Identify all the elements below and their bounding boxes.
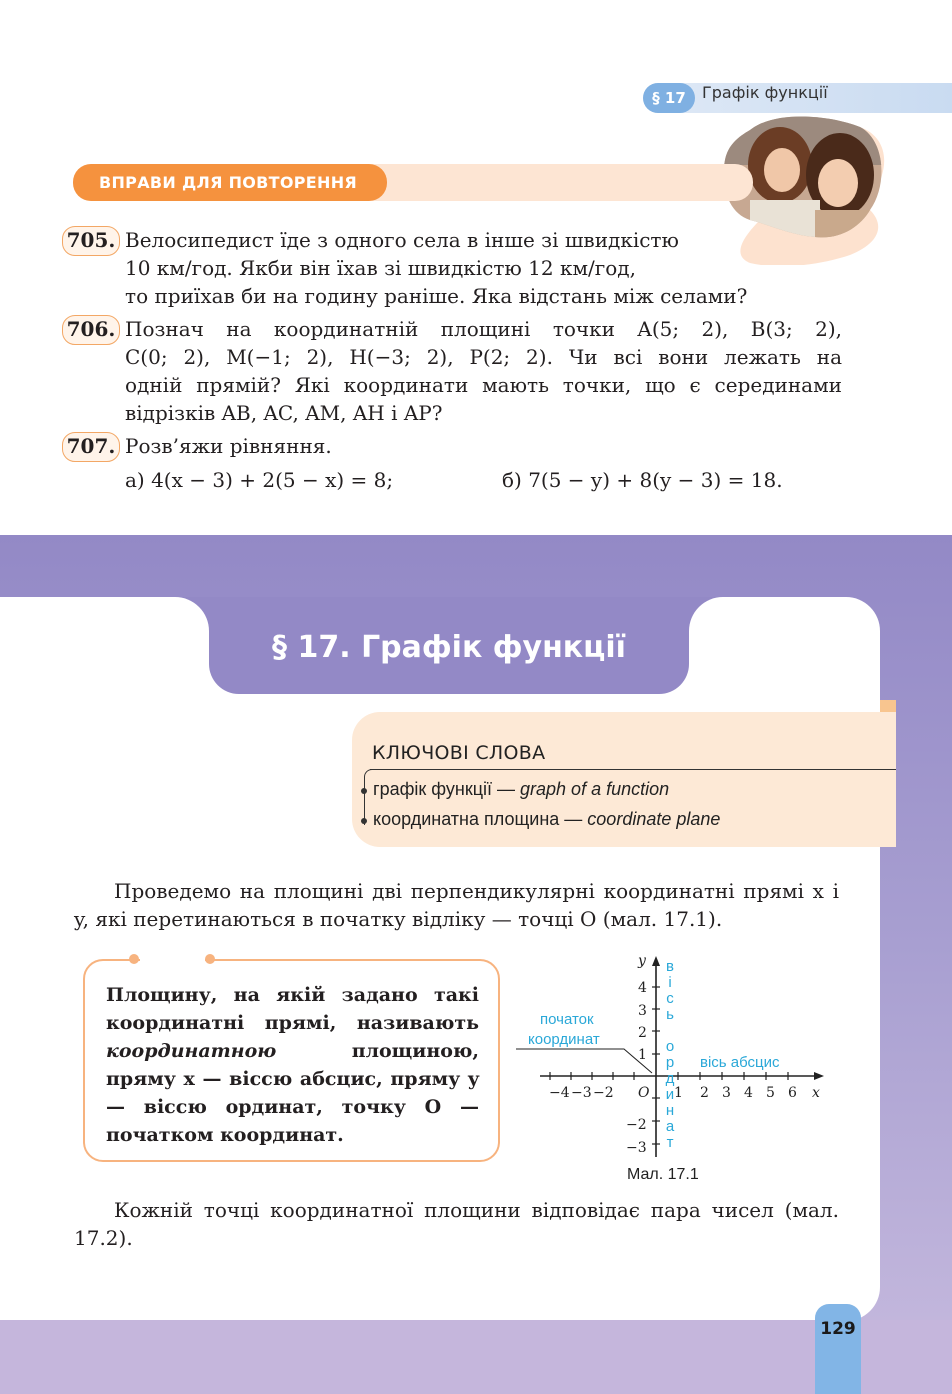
y-tick-label: 2 — [638, 1025, 647, 1041]
exercise-line: Розв’яжи рівняння. — [125, 434, 332, 458]
intro-paragraph: Проведемо на площині дві перпендикулярні координатні прямі x і y, які перетинаються в початку відліку — точці O (мал. 17.1). — [74, 879, 839, 931]
y-tick-label: 1 — [638, 1047, 647, 1063]
exercise-number: 706. — [62, 315, 120, 345]
y-tick-label: 3 — [638, 1003, 647, 1019]
figure-caption: Мал. 17.1 — [627, 1166, 699, 1183]
exercise-line: відрізків AB, AC, AM, AH і AP? — [125, 401, 443, 425]
keyword-item: координатна площина — coordinate plane — [373, 809, 721, 829]
bullet-icon — [361, 818, 367, 824]
x-tick-label: 2 — [700, 1085, 709, 1101]
paragraph-title: § 17. Графік функції — [272, 630, 626, 665]
section-title: Графік функції — [702, 83, 828, 102]
coordinate-plane-figure — [512, 945, 842, 1165]
exercise-line: то приїхав би на годину раніше. Яка відстань між селами? — [125, 284, 748, 308]
ordinate-annotation-vertical: в і с ь — [666, 958, 674, 1023]
exercise-line: C(0; 2), M(−1; 2), H(−3; 2), P(2; 2). Чи всі вони лежать на — [125, 345, 842, 369]
exercise-line: 10 км/год. Якби він їхав зі швидкістю 12 км/год, — [125, 256, 636, 280]
equation-a: а) 4(x − 3) + 2(5 − x) = 8; — [125, 468, 394, 492]
definition-dot-icon — [205, 954, 215, 964]
closing-paragraph: Кожній точці координатної площини відповідає пара чисел (мал. 17.2). — [74, 1198, 839, 1250]
repetition-heading: ВПРАВИ ДЛЯ ПОВТОРЕННЯ — [73, 164, 387, 201]
origin-label: O — [638, 1085, 650, 1101]
definition-dot-icon — [129, 954, 139, 964]
purple-footer — [0, 1320, 952, 1394]
abscissa-annotation: вісь абсцис — [700, 1054, 780, 1071]
page-number: 129 — [815, 1304, 861, 1394]
title-tab-corner-left — [175, 597, 209, 631]
x-tick-label: −2 — [593, 1085, 614, 1101]
equation-b: б) 7(5 − y) + 8(y − 3) = 18. — [502, 468, 783, 492]
x-axis-label: x — [812, 1085, 820, 1101]
definition-box-gap — [140, 954, 205, 964]
x-axis-arrow-icon — [814, 1072, 824, 1080]
x-tick-label: 1 — [674, 1085, 683, 1101]
bullet-icon — [361, 788, 367, 794]
exercise-706 — [62, 315, 842, 427]
exercise-705 — [62, 226, 852, 310]
section-number-badge: § 17 — [643, 83, 695, 113]
x-tick-label: 5 — [766, 1085, 775, 1101]
title-tab-corner-right — [689, 597, 723, 631]
exercise-line: Велосипедист їде з одного села в інше зі швидкістю — [125, 228, 679, 252]
exercise-707 — [62, 432, 852, 494]
x-tick-label: 3 — [722, 1085, 731, 1101]
x-tick-label: −4 — [549, 1085, 570, 1101]
ordinate-annotation-vertical: о р д и н а т — [665, 1038, 675, 1151]
keywords-divider — [370, 769, 896, 770]
keywords-title: КЛЮЧОВІ СЛОВА — [372, 742, 546, 764]
origin-annotation: початок — [540, 1011, 594, 1028]
x-tick-label: −3 — [571, 1085, 592, 1101]
origin-pointer-line — [516, 1049, 652, 1073]
y-tick-label: −3 — [626, 1140, 647, 1156]
definition-text: Площину, на якій задано такі координатні прямі, називають координатною площиною, пряму x — віссю абсцис, пряму y — віссю ординат, точку O — початком координат. — [106, 984, 479, 1146]
keywords-bracket — [364, 769, 372, 825]
exercise-number: 707. — [62, 432, 120, 462]
x-tick-label: 6 — [788, 1085, 797, 1101]
exercise-number: 705. — [62, 226, 120, 256]
x-tick-label: 4 — [744, 1085, 753, 1101]
origin-annotation: координат — [528, 1031, 600, 1048]
y-tick-label: −2 — [626, 1117, 647, 1133]
y-axis-arrow-icon — [652, 956, 660, 966]
y-axis-label: y — [638, 953, 646, 969]
y-tick-label: 4 — [638, 980, 647, 996]
keyword-item: графік функції — graph of a function — [373, 779, 670, 799]
exercise-line: Познач на координатній площині точки A(5; 2), B(3; 2), — [125, 317, 842, 341]
exercise-line: одній прямій? Які координати мають точки, що є серединами — [125, 373, 842, 397]
